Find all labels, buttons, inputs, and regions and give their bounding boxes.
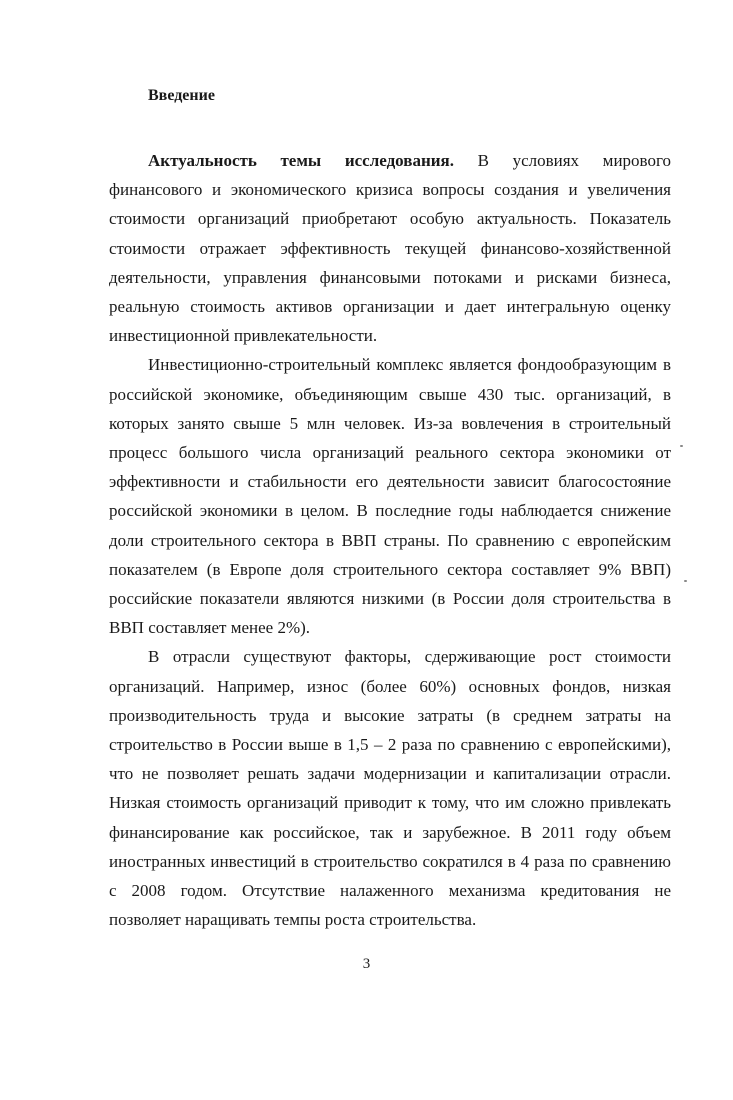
scan-artifact [684, 580, 687, 582]
paragraph-construction-complex: Инвестиционно-строительный комплекс является фондообразующим в российской экономике, объединяющим свыше 430 тыс. организаций, в которых занято свыше 5 млн человек. Из-за вовлечения в строительный процесс большого числа организаций реального сектора экономики от эффективности и стабильности его деятельности зависит благосостояние российской экономики в целом. В последние годы наблюдается снижение доли строительного сектора в ВВП страны. По сравнению с европейским показателем (в Европе доля строительного сектора составляет 9% ВВП) российские показатели являются низкими (в России доля строительства в ВВП составляет менее 2%). [109, 355, 671, 638]
paragraph-lead: Актуальность темы исследования. [148, 151, 454, 170]
paragraph-text: В условиях мирового финансового и экономического кризиса вопросы создания и увеличения стоимости организаций приобретают особую актуальность. Показатель стоимости отражает эффективность текущей финансово-хозяйственной деятельности, управления финансовыми потоками и рисками бизнеса, реальную стоимость активов организации и дает интегральную оценку инвестиционной привлекательности. [109, 151, 671, 346]
paragraph-industry-factors: В отрасли существуют факторы, сдерживающие рост стоимости организаций. Например, износ (более 60%) основных фондов, низкая производительность труда и высокие затраты (в среднем затраты на строительство в России выше в 1,5 – 2 раза по сравнению с европейскими), что не позволяет решать задачи модернизации и капитализации отрасли. Низкая стоимость организаций приводит к тому, что им сложно привлекать финансирование как российское, так и зарубежное. В 2011 году объем иностранных инвестиций в строительство сократился в 4 раза по сравнению с 2008 годом. Отсутствие налаженного механизма кредитования не позволяет наращивать темпы роста строительства. [109, 647, 671, 930]
section-heading: Введение [148, 87, 215, 104]
scan-artifact [680, 445, 683, 447]
page-content [109, 86, 671, 934]
paragraph-relevance [109, 146, 671, 350]
page-number: 3 [362, 956, 371, 972]
